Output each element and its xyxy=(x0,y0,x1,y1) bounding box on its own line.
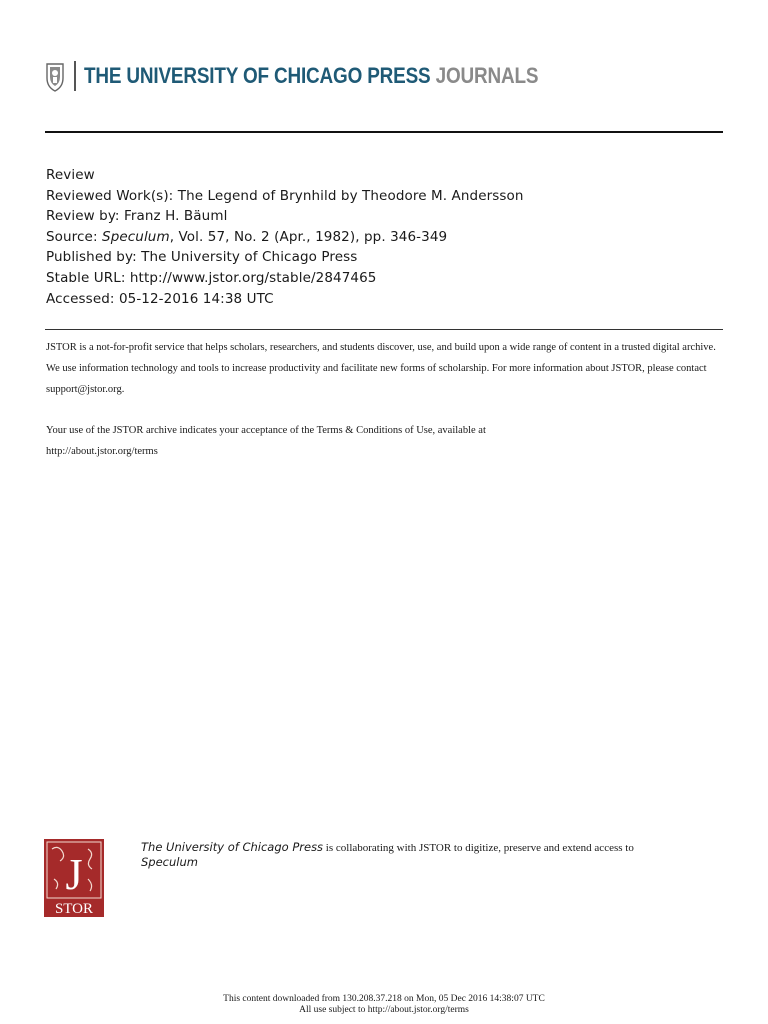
collaboration-text: is collaborating with JSTOR to digitize, preserve and extend access to xyxy=(323,842,634,854)
download-info: This content downloaded from 130.208.37.218 on Mon, 05 Dec 2016 14:38:07 UTC xyxy=(223,994,545,1004)
download-footer xyxy=(0,994,768,1016)
jstor-logo-icon xyxy=(44,839,104,917)
publisher-name: THE UNIVERSITY OF CHICAGO PRESS xyxy=(84,63,431,88)
download-terms: All use subject to http://about.jstor.org/terms xyxy=(299,1005,469,1015)
section-rule xyxy=(45,329,723,330)
university-seal-icon xyxy=(44,60,66,92)
jstor-notice xyxy=(46,337,726,482)
publisher-wordmark xyxy=(84,63,538,89)
collaboration-publisher: The University of Chicago Press xyxy=(141,840,324,854)
citation-reviewed-work: Reviewed Work(s): The Legend of Brynhild by Theodore M. Andersson xyxy=(46,187,524,204)
terms-link[interactable]: http://about.jstor.org/terms xyxy=(46,446,158,457)
header-rule xyxy=(45,131,723,133)
citation-publisher: Published by: The University of Chicago Press xyxy=(46,249,358,266)
collaboration-journal: Speculum xyxy=(141,855,198,869)
notice-paragraph-1: JSTOR is a not-for-profit service that helps scholars, researchers, and students discover, use, and build upon a wide range of content in a trusted digital archive. We use information technology and tools to increase productivity and facilitate new forms of scholarship. For more information about JSTOR, please contact support@jstor.org. xyxy=(46,342,716,395)
jstor-logo-letter: J xyxy=(65,850,83,899)
citation-block xyxy=(46,165,726,309)
jstor-logo-word: STOR xyxy=(54,901,94,917)
citation-accessed: Accessed: 05-12-2016 14:38 UTC xyxy=(46,290,274,307)
header-divider xyxy=(74,61,76,91)
citation-reviewer: Review by: Franz H. Bäuml xyxy=(46,208,228,225)
citation-journal: Speculum xyxy=(102,228,170,245)
collaboration-statement xyxy=(141,840,741,870)
publisher-suffix: JOURNALS xyxy=(435,63,539,88)
notice-paragraph-2: Your use of the JSTOR archive indicates your acceptance of the Terms & Conditions of Use, available at http://about.jstor.org/terms xyxy=(46,425,486,457)
citation-stable-url: Stable URL: http://www.jstor.org/stable/2847465 xyxy=(46,269,377,286)
stable-url-link[interactable]: http://www.jstor.org/stable/2847465 xyxy=(129,269,377,286)
citation-type: Review xyxy=(46,167,95,183)
publisher-header xyxy=(44,58,612,94)
citation-source: Source: Speculum, Vol. 57, No. 2 (Apr., 1982), pp. 346-349 xyxy=(46,228,448,245)
